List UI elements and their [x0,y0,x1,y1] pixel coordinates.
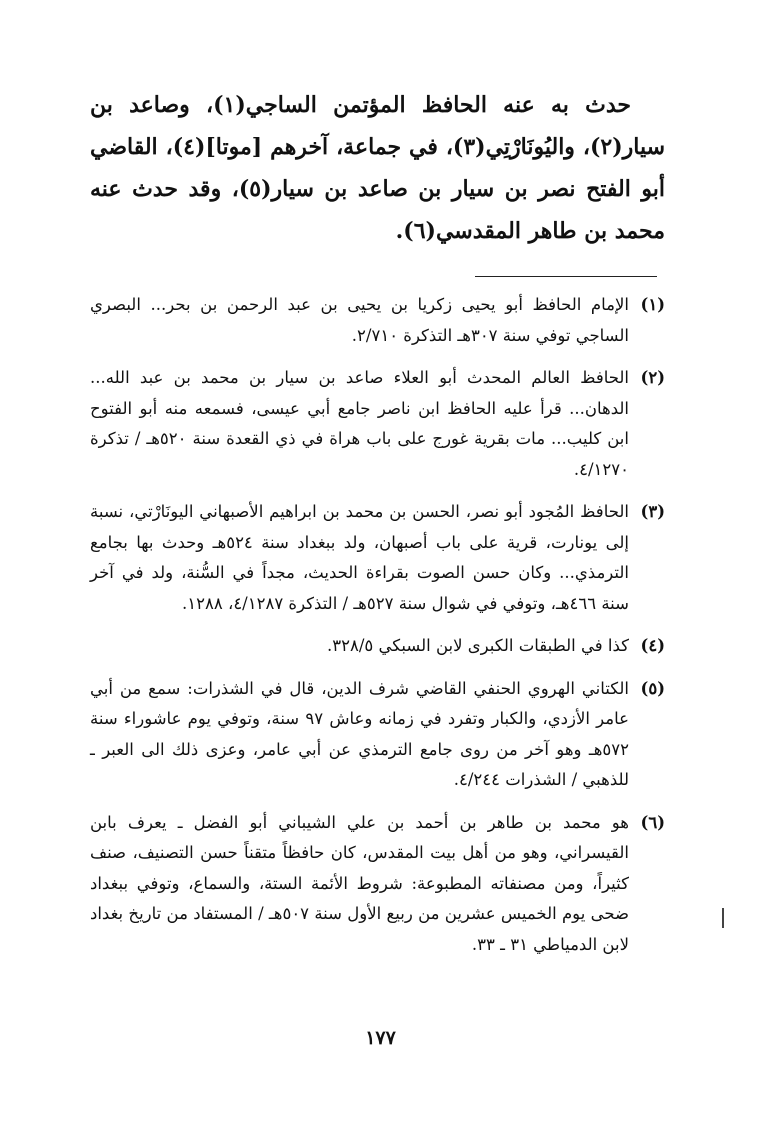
footnote-item [90,674,665,796]
footnote-number: (٣) [640,502,665,521]
footnote-number: (١) [640,295,665,314]
footnote-number: (٢) [640,368,665,387]
footnote-number: (٥) [640,678,665,698]
footnote-text: كذا في الطبقات الكبرى لابن السبكي ٣٢٨/٥. [327,636,629,655]
footnote-item [90,497,665,619]
main-text-block [90,84,665,252]
main-paragraph: حدث به عنه الحافظ المؤتمن الساجي(١)، وصاعد بن سيار(٢)، واليُونَارْتِي(٣)، في جماعة، آخرهم [موتا](٤)، القاضي أبو الفتح نصر بن سيار بن صاعد بن سيار(٥)، وقد حدث عنه محمد بن طاهر المقدسي(٦). [90,92,666,244]
footnote-text: الحافظ العالم المحدث أبو العلاء صاعد بن سيار بن محمد بن عبد الله... الدهان... قرأ عليه الحافظ ابن ناصر جامع أبي عيسى، فسمعه منه أبو الفتوح ابن كليب... مات بقرية غورج على باب هراة في ذي القعدة سنة ٥٢٠هـ / تذكرة ٤/١٢٧٠. [90,368,629,479]
footnote-item [90,290,665,351]
footnote-separator [475,276,657,277]
footnote-number: (٤) [640,636,665,655]
footnote-text: الإمام الحافظ أبو يحيى زكريا بن يحيى بن عبد الرحمن بن بحر... البصري الساجي توفي سنة ٣٠٧هـ التذكرة ٢/٧١٠. [90,295,629,345]
footnote-item [90,808,665,961]
footnotes-list [90,290,665,972]
footnote-item [90,631,665,662]
footnote-text: الحافظ المُجود أبو نصر، الحسن بن محمد بن ابراهيم الأصبهاني اليونَارْتي، نسبة إلى يونارت، قرية على باب أصبهان، ولد ببغداد سنة ٥٢٤هـ وحدث بها بجامع الترمذي... وكان حسن الصوت بقراءة الحديث، مجداً في السُّنة، ولد في آخر سنة ٤٦٦هـ، وتوفي في شوال سنة ٥٢٧هـ / التذكرة ٤/١٢٨٧، ١٢٨٨. [90,502,629,613]
page-number: ١٧٧ [365,1027,396,1049]
footnote-text: الكتاني الهروي الحنفي القاضي شرف الدين، قال في الشذرات: سمع من أبي عامر الأزدي، والكبار وتفرد في زمانه وعاش ٩٧ سنة، وتوفي يوم عاشوراء سنة ٥٧٢هـ وهو آخر من روى جامع الترمذي عن أبي عامر، وعزى ذلك الى العبر ـ للذهبي / الشذرات ٤/٢٤٤. [90,678,629,789]
footnote-number: (٦) [640,812,665,832]
footnote-item [90,363,665,485]
margin-mark [722,908,724,928]
footnote-text: هو محمد بن طاهر بن أحمد بن علي الشيباني أبو الفضل ـ يعرف بابن القيسراني، وهو من أهل بيت المقدس، كان حافظاً متقناً حسن التصنيف، صنف كثيراً، ومن مصنفاته المطبوعة: شروط الأئمة الستة، والسماع، وتوفي ببغداد ضحى يوم الخميس عشرين من ربيع الأول سنة ٥٠٧هـ / المستفاد من تاريخ بغداد لابن الدمياطي ٣١ ـ ٣٣. [90,812,629,954]
